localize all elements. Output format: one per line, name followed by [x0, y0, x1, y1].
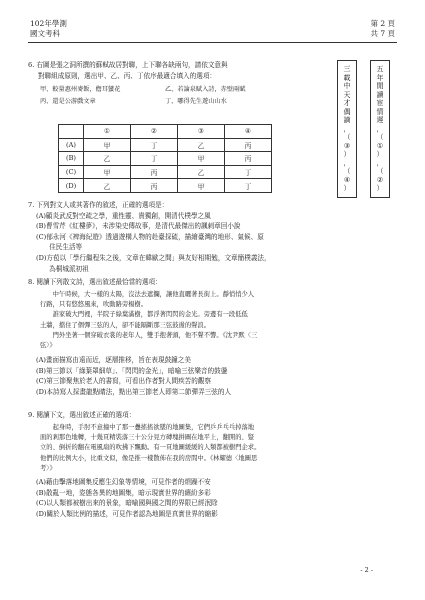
couplet-char: ， — [343, 124, 351, 133]
q6-option-line — [40, 97, 96, 108]
couplet-char: ， — [343, 158, 351, 167]
table-header-cell: ④ — [225, 125, 272, 139]
table-row — [59, 152, 272, 166]
table-cell: 丁 — [131, 152, 178, 166]
q9-option: (A)藉由擊落地圖集反應生幻象等情境，可見作者的煩躁不安 — [36, 478, 211, 486]
table-cell: 乙 — [84, 179, 131, 193]
table-header-cell: ① — [84, 125, 131, 139]
couplet-char: 才 — [343, 99, 351, 107]
table-header-row — [59, 125, 272, 139]
table-cell: 丁 — [225, 179, 272, 193]
couplet-char: ） — [343, 184, 351, 192]
table-cell: 丙 — [225, 152, 272, 166]
table-cell: 丙 — [225, 138, 272, 152]
q6-option-yi: 乙、若論泉賦入詩，赤壁兩賦 — [165, 86, 246, 93]
couplet-char: ， — [376, 124, 384, 133]
q7-option: (C)郁永河《裨海紀遊》透過遊構人物的赴臺採硫，描繪臺灣的地形、氣候、原 — [36, 232, 264, 241]
table-cell: 乙 — [178, 138, 225, 152]
q7-option: (D)方苞以「學行繼程朱之後，文章在韓歐之間」與友好相期勉，文章簡樸義法， — [36, 253, 271, 262]
table-row — [59, 165, 272, 179]
couplet-char: 中 — [343, 82, 351, 90]
passage-line: 弦〉》 — [40, 342, 56, 350]
question-6 — [28, 60, 228, 81]
couplet-char: （ — [343, 133, 351, 141]
couplet-char: 三 — [343, 65, 351, 73]
row-label: (A) — [59, 138, 84, 152]
passage-line: 門外坐著一個穿破衣裳的老年人，雙手抱著頭，他不聲不響。《沈尹默〈三 — [40, 331, 258, 339]
q8-option: (A)畫面描寫由遠而近，逐層推移，旨在表現鼓鐘之美 — [36, 356, 191, 364]
couplet-char: ① — [376, 141, 384, 150]
page-footer-number: - 2 - — [360, 566, 373, 574]
q6-option-line — [165, 97, 227, 108]
table-cell: 乙 — [84, 152, 131, 166]
couplet-char: ） — [376, 150, 384, 158]
passage-line: 面的剎那色地轉，十幾頁精裝落三十公分見方磚塊拼圖在地平上，翻開的、豎 — [40, 434, 255, 442]
couplet-char: ③ — [343, 141, 351, 150]
couplet-box-left — [337, 60, 357, 198]
row-label: (B) — [59, 152, 84, 166]
couplet-char: 宦 — [376, 99, 384, 107]
passage-line: 起身時，手肘不意撞中了那一疊搖搖欲墜的地圖集，它們乒乒乓乓掉落地 — [40, 424, 255, 431]
exam-header-right — [370, 19, 395, 39]
couplet-char: 五 — [376, 65, 384, 73]
passage-line: 中午時候，大一樣的太陽，沒法去遮攔，讓他直曬著長街上。靜悄悄少人 — [40, 291, 255, 298]
q9-option: (B)散亂一地，姿態各異的地圖集，暗示現實世界的繽紛多彩 — [36, 488, 211, 497]
couplet-char: ） — [343, 150, 351, 158]
exam-header-left — [30, 19, 67, 39]
q8-option: (D)本詩寫人採畫龍點睛法，點出第三節老人即第二節彈弄三弦的人 — [36, 387, 232, 396]
table-cell: 丁 — [131, 138, 178, 152]
table-cell: 甲 — [178, 152, 225, 166]
q7-stem: 7. 下列對文人或其著作的敘述，正確的選項是： — [28, 201, 169, 209]
q6-option-line — [40, 85, 120, 96]
row-label: (D) — [59, 179, 84, 193]
passage-line: 誰家破大門裡，半院子綠葉滿樹，都浮著閃閃的金光。旁邊有一段低低 — [40, 311, 248, 319]
table-cell: 甲 — [178, 179, 225, 193]
q8-option: (B)第三節以「綠葉罩細草」、「閃閃的金光」，暗喻三弦樂音的鼓盪 — [36, 366, 228, 375]
couplet-char: 讀 — [376, 90, 384, 99]
couplet-char: 情 — [376, 107, 384, 116]
table-cell: 甲 — [84, 165, 131, 179]
table-cell: 甲 — [84, 138, 131, 152]
couplet-char: 載 — [343, 73, 351, 82]
row-label: (C) — [59, 165, 84, 179]
q8-passage — [40, 290, 257, 351]
couplet-char: ② — [376, 175, 384, 184]
exam-subject: 國文考科 — [30, 29, 60, 38]
couplet-char: 偶 — [343, 107, 351, 116]
q7-option: (B)曹雪芹《紅樓夢》，未涉染史傳故事，是清代最傑出的諷刺章回小說 — [36, 222, 241, 231]
q7-option: (A)顧炎武反對空疏之學，重性靈、貴獨創，開清代樸學之風 — [36, 211, 211, 220]
question-8 — [28, 277, 162, 288]
table-cell: 丁 — [225, 165, 272, 179]
table-row — [59, 179, 272, 193]
table-row — [59, 138, 272, 152]
q6-stem-line: 6. 右圖是張之洞所撰的蘇軾故居對聯，上下聯各缺兩句，請依文意與 — [28, 61, 228, 69]
couplet-char: 閒 — [376, 82, 384, 90]
passage-line: 他們的比例大小，比重文似，像是推一樣散佈在我的房間中。《林耀德〈地圖思 — [40, 454, 258, 462]
q9-option: (D)關於人類比例的描述，可見作者認為地圖是真實世界的縮影 — [36, 509, 218, 518]
table-header-cell: ③ — [178, 125, 225, 139]
q6-option-jia: 甲、較量惠州麥飯，儋耳蠻花 — [40, 86, 121, 93]
couplet-char: 遲 — [376, 116, 384, 124]
question-9 — [28, 410, 135, 421]
table-header-cell: ② — [131, 125, 178, 139]
q6-answer-table — [58, 124, 272, 193]
couplet-char: 謫 — [343, 116, 351, 124]
passage-line: 立的、倒折的翻在電風扇的吹拂下飄動。有一頁地圖緩緩的人類都被樹門企求。 — [40, 444, 261, 452]
q8-stem: 8. 閱讀下列散文詩，選出敘述最恰當的選項： — [28, 278, 162, 286]
page-number: 第 2 頁 — [370, 19, 395, 28]
passage-line: 行路，只有悠悠風來，吹動路旁楊樹。 — [40, 301, 148, 309]
q9-options — [36, 477, 218, 519]
q8-option: (C)第三節聚焦於老人的書寫，可看出作者對人間疾苦的觀察 — [36, 377, 212, 386]
q9-option: (C)以人類都被樹出來的景象，暗喻國與國之間的界限已經泯除 — [36, 499, 218, 508]
couplet-char: 年 — [376, 73, 384, 82]
table-corner-cell — [59, 125, 84, 139]
q6-option-ding: 丁、哪得先生遊山山水 — [165, 98, 227, 105]
q7-option-cont: 為桐城派初祖 — [36, 264, 89, 273]
q6-option-bing: 丙、還是公游戲文章 — [40, 98, 96, 105]
page-total: 共 7 頁 — [370, 29, 395, 38]
q6-stem-line: 對聯組成原則，選出甲、乙、丙、丁依序最適合填入的選項： — [38, 71, 217, 80]
table-cell: 丙 — [131, 165, 178, 179]
header-divider — [28, 42, 397, 43]
couplet-char: ， — [376, 158, 384, 167]
table-cell: 丙 — [131, 179, 178, 193]
q8-options — [36, 355, 231, 397]
q9-stem: 9. 閱讀下文，選出敘述正確的選項： — [28, 411, 136, 419]
q6-option-line — [165, 85, 245, 96]
question-7 — [28, 200, 271, 274]
couplet-char: ） — [376, 184, 384, 192]
table-cell: 乙 — [178, 165, 225, 179]
couplet-box-right — [370, 60, 390, 198]
couplet-char: （ — [376, 167, 384, 175]
couplet-char: （ — [376, 133, 384, 141]
couplet-char: （ — [343, 167, 351, 175]
couplet-char: 天 — [343, 90, 351, 99]
passage-line: 土牆，擋住了個彈三弦的人，卻不能隔斷那三弦鼓盪的聲浪。 — [40, 321, 211, 329]
passage-line: 考〉》 — [40, 464, 56, 472]
couplet-char: ④ — [343, 175, 351, 184]
q7-option-cont: 住民生活等 — [36, 243, 83, 252]
q9-passage — [40, 423, 260, 474]
exam-year: 102年學測 — [30, 19, 67, 28]
